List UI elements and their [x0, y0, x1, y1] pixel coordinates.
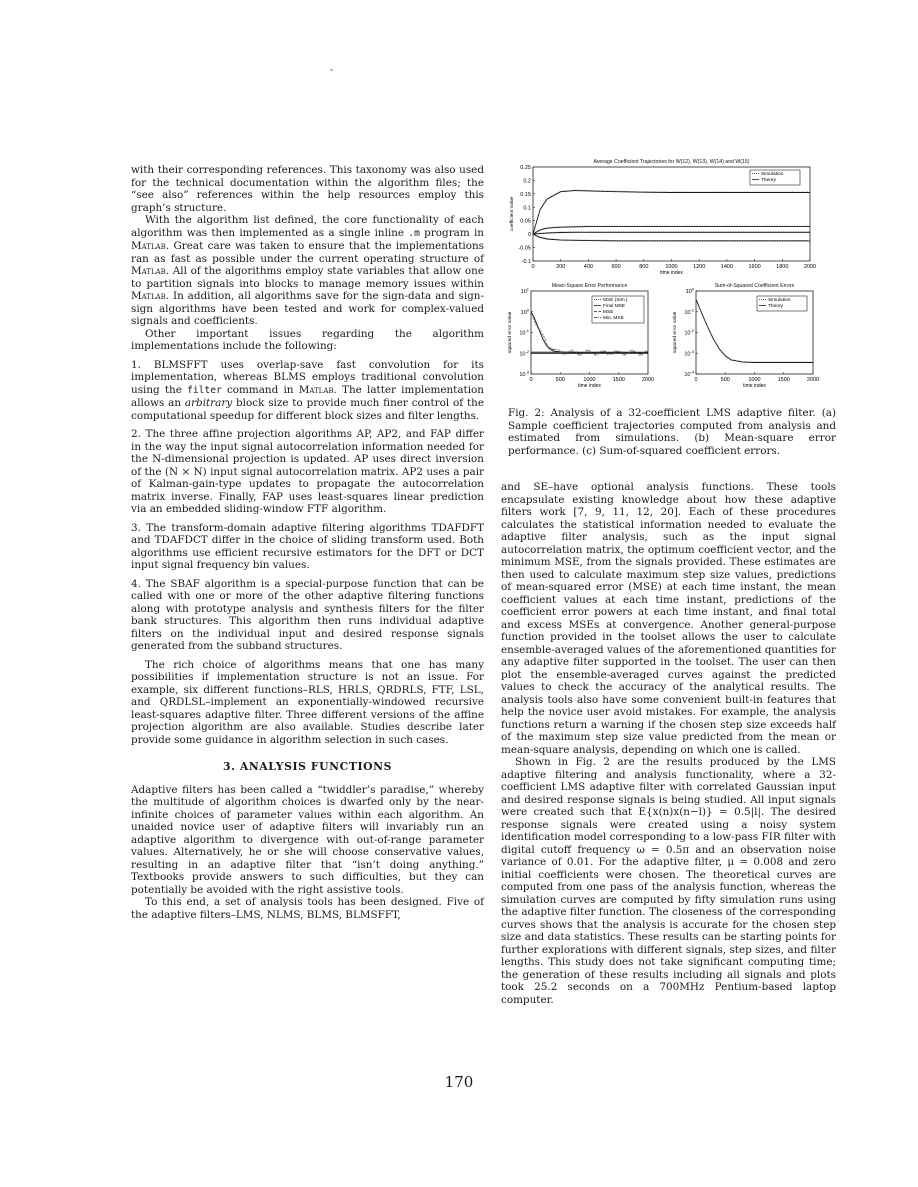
twiddler-paragraph: Adaptive filters has been called a “twiddler’s paradise,” whereby the multitude of algorithm choices is dwarfed only by the near-infinite choices of parameter values within each algorithm. An unaided novice user of adaptive filters will invariably run an adaptive algorithm to divergence with out-of-range parameter values. Alternatively, he or she will choose conservative values, resulting in an adaptive filter that “isn’t doing anything.” Textbooks provide answers to such difficulties, but they can potentially be avoided with the right assistive tools. [131, 783, 484, 896]
chart-title: Mean-Square Error Performance [551, 283, 628, 289]
x-tick-label: 2000 [803, 264, 817, 270]
filter-command-code: filter [187, 384, 222, 396]
legend-entry: MSE [603, 310, 614, 315]
matlab-name: Matlab [298, 383, 334, 396]
x-tick-label: 1000 [748, 377, 761, 383]
x-tick-label: 0 [529, 377, 533, 383]
y-tick-label: $10^1$ [520, 286, 529, 295]
x-tick-label: 500 [555, 377, 565, 383]
y-tick-label: $10^{-1}$ [684, 307, 694, 316]
chart-title: Average Coefficient Trajectories for W(12), W(13), W(14) and W(15) [593, 159, 750, 165]
series-line-w-12- [533, 191, 810, 235]
y-tick-label: $10^{-2}$ [684, 328, 694, 337]
intro-paragraph: with their corresponding references. This taxonomy was also used for the technical documentation within the algorithm files; the “see also” references within the help resources employ this graph’s structure. [131, 164, 484, 214]
x-tick-label: 500 [720, 377, 730, 383]
x-tick-label: 1800 [776, 264, 789, 270]
x-tick-label: 200 [556, 264, 566, 270]
legend-entry: MSE (Sim.) [603, 298, 628, 303]
y-axis-label: squared error value [673, 311, 678, 354]
y-tick-label: 0.25 [520, 165, 531, 171]
y-tick-label: 0.05 [520, 218, 531, 225]
x-tick-label: 1200 [693, 264, 706, 270]
y-tick-label: 0.2 [523, 178, 531, 185]
implementation-paragraph: With the algorithm list defined, the core functionality of each algorithm was then implemented as a single inline .m program in Matlab. Great care was taken to ensure that the implementations ran as fast as possible under the current operating structure of Matlab. All of the algorithms employ state variables that allow one to partition signals into blocks to manage memory issues within Matlab. In addition, all algorithms save for the sign-data and sign-sign algorithms have been tested and work for complex-valued signals and coefficients. [131, 214, 484, 327]
y-axis-label: squared error value [508, 311, 513, 354]
list-item-1: 1. BLMSFFT uses overlap-save fast convolution for its implementation, whereas BLMS employs traditional convolution using the filter command in Matlab. The latter implementation allows an arbitrary block size to provide much finer control of the computational speedup for different block sizes and filter lengths. [131, 358, 484, 422]
rich-choice-paragraph: The rich choice of algorithms means that one has many possibilities if implementation structure is not an issue. For example, six different functions–RLS, HRLS, QRDRLS, FTF, LSL, and QRDLSL–implement an exponentially-windowed recursive least-squares adaptive filter. Three different versions of the affine projection algorithm are also available. Studies describe later provide some guidance in algorithm selection in such cases. [131, 658, 484, 746]
y-tick-label: -0.05 [518, 245, 531, 252]
legend-entry: Theory [761, 178, 776, 183]
x-tick-label: 2000 [806, 377, 820, 383]
series-line-w-15- [533, 232, 810, 234]
y-tick-label: 0 [527, 232, 531, 239]
x-tick-label: 1400 [720, 264, 734, 270]
list-item-2: 2. The three affine projection algorithms AP, AP2, and FAP differ in the way the input signal autocorrelation information needed for the N-dimensional projection is updated. AP uses direct inversion of the (N × N) input signal autocorrelation matrix. AP2 uses a pair of Kalman-gain-type updates to propagate the autocorrelation matrix inverse. Finally, FAP uses least-squares linear prediction via an embedded sliding-window FTF algorithm. [131, 428, 484, 515]
mse-performance-plot [503, 280, 663, 405]
x-tick-label: 800 [639, 264, 649, 270]
issues-intro-paragraph: Other important issues regarding the algorithm implementations include the following: [131, 327, 484, 352]
legend-entry: Simulation [768, 298, 791, 303]
series-sim-w-14- [533, 234, 810, 241]
y-tick-label: $10^{-1}$ [519, 328, 529, 337]
y-tick-label: 0.1 [523, 205, 531, 212]
arbitrary-emphasis: arbitrary [184, 397, 233, 409]
left-column [131, 164, 484, 921]
y-tick-label: $10^{-2}$ [519, 348, 529, 358]
figure-caption: Fig. 2: Analysis of a 32-coefficient LMS adaptive filter. (a) Sample coefficient trajectories computed from analysis and estimated from simulations. (b) Mean-square error performance. (c) Sum-of-squared coefficient errors. [508, 407, 836, 457]
legend-entry: Min. MSE [603, 316, 624, 321]
page-number: 170 [444, 1073, 474, 1091]
fig2-results-paragraph: Shown in Fig. 2 are the results produced by the LMS adaptive filtering and analysis functionality, where a 32-coefficient LMS adaptive filter with correlated Gaussian input and desired response signals is being studied. All input signals were created such that E{x(n)x(n−l)} = 0.5|l|. The desired response signals were created using a noisy system identification model corresponding to a low-pass FIR filter with digital cutoff frequency ω = 0.5π and an observation noise variance of 0.01. For the adaptive filter, μ = 0.008 and zero initial coefficients were chosen. The theoretical curves are computed from one pass of the analysis function, whereas the simulation curves are computed by fifty simulation runs using the adaptive filter function. The closeness of the corresponding curves shows that the analysis is accurate for the chosen step size and data statistics. These results can be starting points for further explorations with different signals, step sizes, and filter lengths. This study does not take significant computing time; the generation of these results including all signals and plots took 25.2 seconds on a 700MHz Pentium-based laptop computer. [501, 756, 836, 1006]
legend-entry: Theory [768, 304, 783, 309]
y-tick-label: -0.1 [521, 259, 531, 265]
x-axis-label: time index [578, 383, 601, 389]
y-axis-label: coefficient value [510, 196, 515, 232]
x-tick-label: 2000 [641, 377, 655, 383]
y-tick-label: $10^{-3}$ [519, 369, 529, 378]
x-tick-label: 400 [583, 264, 593, 270]
list-item-3: 3. The transform-domain adaptive filtering algorithms TDAFDFT and TDAFDCT differ in the choice of sliding transform used. Both algorithms use efficient recursive estimators for the DFT or DCT input signal frequency bin values. [131, 521, 484, 571]
x-tick-label: 600 [611, 264, 621, 270]
y-tick-label: $10^0$ [520, 307, 529, 316]
scan-speck [330, 69, 333, 71]
x-axis-label: time index [660, 270, 683, 276]
x-tick-label: 1000 [665, 264, 678, 270]
analysis-tools-paragraph: To this end, a set of analysis tools has been designed. Five of the adaptive filters–LMS, NLMS, BLMS, BLMSFFT, [131, 896, 484, 921]
x-tick-label: 0 [694, 377, 698, 383]
y-tick-label: $10^{-4}$ [684, 369, 694, 378]
x-tick-label: 1000 [583, 377, 596, 383]
x-tick-label: 1500 [612, 377, 625, 383]
section-heading: 3. ANALYSIS FUNCTIONS [223, 760, 392, 773]
coefficient-trajectories-plot [503, 155, 823, 280]
x-axis-label: time index [743, 383, 766, 389]
x-tick-label: 0 [531, 264, 535, 270]
series-line-w-13- [533, 227, 810, 235]
y-tick-label: $10^{-3}$ [684, 348, 694, 358]
matlab-name: Matlab [131, 265, 166, 277]
matlab-name: Matlab [131, 240, 166, 252]
y-tick-label: 0.15 [520, 191, 531, 198]
x-tick-label: 1500 [777, 377, 790, 383]
right-column [501, 481, 836, 1006]
coefficient-error-plot [668, 280, 828, 405]
chart-title: Sum-of-Squared Coefficient Errors [714, 283, 795, 289]
y-tick-label: $10^0$ [685, 286, 694, 295]
legend-entry: Final MSE [603, 304, 626, 309]
list-item-4: 4. The SBAF algorithm is a special-purpose function that can be called with one or more of the other adaptive filtering functions along with prototype analysis and synthesis filters for the filter bank structures. This algorithm then runs individual adaptive filters on the individual input and desired response signals generated from the subband structures. [131, 577, 484, 652]
legend-entry: Simulation [761, 172, 784, 177]
x-tick-label: 1600 [748, 264, 761, 270]
analysis-functions-paragraph: and SE–have optional analysis functions. These tools encapsulate existing knowledge about how these adaptive filters work [7, 9, 11, 12, 20]. Each of these procedures calculates the statistical information needed to evaluate the adaptive filter analysis, such as the input signal autocorrelation matrix, the optimum coefficient vector, and the minimum MSE, from the signals provided. These estimates are then used to calculate maximum step size values, predictions of mean-squared error (MSE) at each time instant, the mean coefficient values at each time instant, predictions of the coefficient error powers at each time instant, and final total and excess MSEs at convergence. Another general-purpose function provided in the toolset allows the user to calculate ensemble-averaged values of the aforementioned quantities for any adaptive filter supported in the toolset. The user can then plot the ensemble-averaged curves against the predicted values to check the accuracy of the analytical results. The analysis tools also have some convenient built-in features that help the novice user avoid mistakes. For example, the analysis functions return a warning if the chosen step size exceeds half of the maximum step size value predicted from the mean or mean-square analysis, depending on which one is called. [501, 481, 836, 756]
m-file-code: .m [408, 227, 420, 239]
matlab-name: Matlab [131, 290, 166, 302]
